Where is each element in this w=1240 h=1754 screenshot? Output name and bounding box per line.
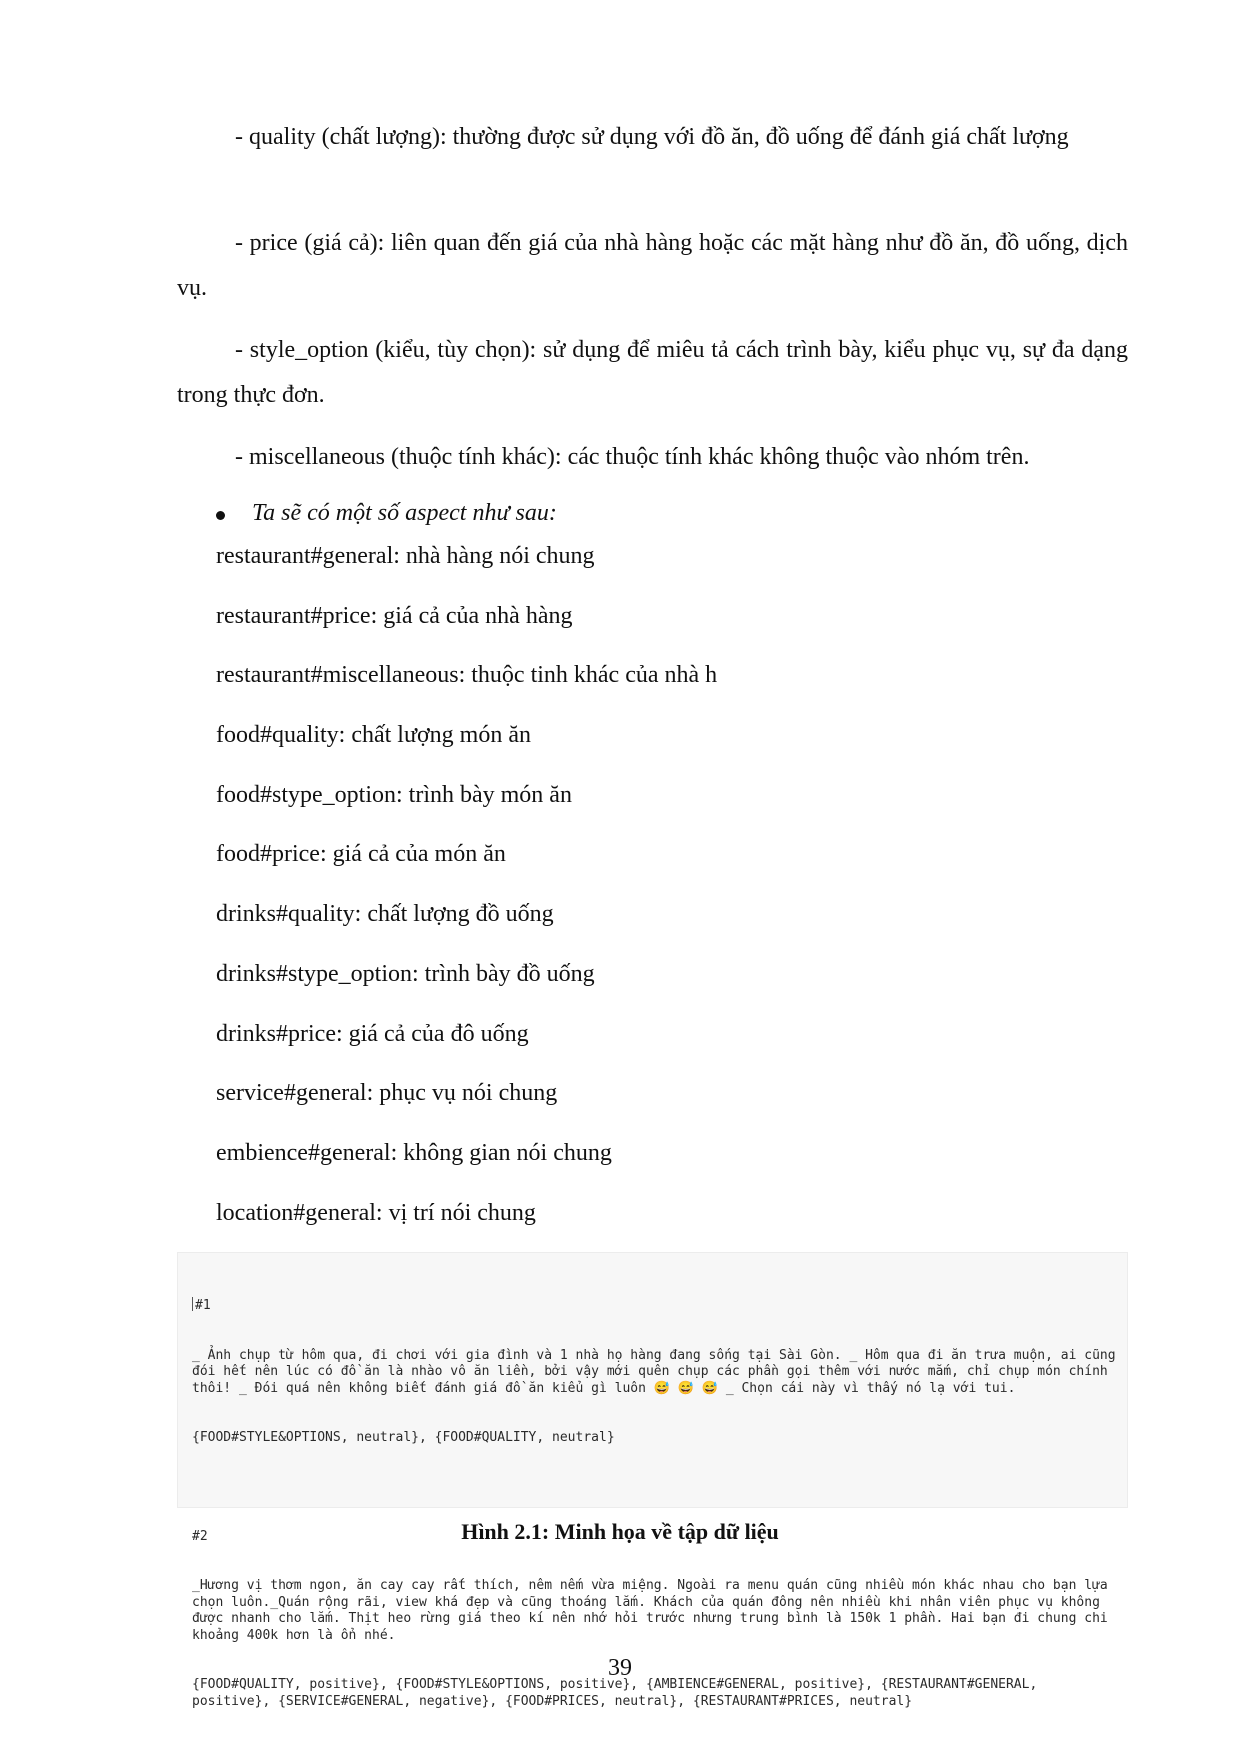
aspect-item: drinks#stype_option: trình bày đồ uống — [216, 960, 595, 987]
sample-2-id: #2 — [192, 1528, 208, 1544]
aspect-item: food#price: giá cả của món ăn — [216, 841, 506, 868]
aspect-item: restaurant#miscellaneous: thuộc tinh khác của nhà h — [216, 662, 718, 689]
paragraph-style-option: - style_option (kiểu, tùy chọn): sử dụng để miêu tả cách trình bày, kiểu phục vụ, sự đa dạng trong thực đơn. — [177, 337, 1128, 408]
sample-2-text: _Hương vị thơm ngon, ăn cay cay rất thích, nêm nếm vừa miệng. Ngoài ra menu quán cũng nhiều món khác nhau cho bạn lựa chọn luôn._Quán rộng rãi, view khá đẹp và cũng thoáng lắm. Khách của quán đông nên nhiều khi nhân viên phục vụ không được nhanh cho lắm. Thịt heo rừng giá theo kí nên nhớ hỏi trước nhưng trung bình là 150k 1 phần. Hai bạn đi chung chi khoảng 400k hơn là ổn nhé. — [192, 1578, 1116, 1643]
text-cursor — [192, 1297, 193, 1311]
bullet-dot-icon — [216, 511, 225, 520]
sample-1-id: #1 — [195, 1298, 211, 1313]
aspect-list — [216, 541, 717, 1257]
aspect-item: restaurant#general: nhà hàng nói chung — [216, 543, 595, 569]
aspect-item: service#general: phục vụ nói chung — [216, 1080, 558, 1107]
paragraph-price: - price (giá cả): liên quan đến giá của nhà hàng hoặc các mặt hàng như đồ ăn, đồ uống, dịch vụ. — [177, 230, 1128, 301]
paragraph-quality: - quality (chất lượng): thường được sử dụng với đồ ăn, đồ uống để đánh giá chất lượng — [235, 124, 1069, 150]
sample-1-text: _ Ảnh chụp từ hôm qua, đi chơi với gia đình và 1 nhà họ hàng đang sống tại Sài Gòn. _ Hôm qua đi ăn trưa muộn, ai cũng đói hết nên lúc có đồ ăn là nhào vô ăn liền, bởi vậy mới quên chụp các phần gọi thêm với nước mắm, chỉ chụp món chính thôi! _ Đói quá nên không biết đánh giá đồ ăn kiểu gì luôn 😅 😅 😅 _ Chọn cái này vì thấy nó lạ với tui. — [192, 1347, 1124, 1396]
sample-separator — [192, 1480, 1117, 1496]
aspect-item: drinks#price: giá cả của đô uống — [216, 1020, 529, 1047]
aspect-item: location#general: vị trí nói chung — [216, 1199, 536, 1226]
aspect-item: food#quality: chất lượng món ăn — [216, 722, 531, 749]
sample-1-id-line — [192, 1297, 1117, 1315]
paragraph-miscellaneous: - miscellaneous (thuộc tính khác): các thuộc tính khác không thuộc vào nhóm trên. — [235, 444, 1030, 470]
sample-2-labels: {FOOD#QUALITY, positive}, {FOOD#STYLE&OPTIONS, positive}, {AMBIENCE#GENERAL, positive}, {RESTAURANT#GENERAL, positive}, {SERVICE#GENERAL, negative}, {FOOD#PRICES, neutral}, {RESTAURANT#PRICES, neutral} — [192, 1677, 1046, 1709]
sample-1-labels: {FOOD#STYLE&OPTIONS, neutral}, {FOOD#QUALITY, neutral} — [192, 1430, 615, 1445]
aspect-item: embience#general: không gian nói chung — [216, 1139, 612, 1166]
aspect-item: restaurant#price: giá cả của nhà hàng — [216, 602, 573, 629]
bullet-heading: Ta sẽ có một số aspect như sau: — [252, 500, 557, 526]
figure-caption: Hình 2.1: Minh họa về tập dữ liệu — [461, 1519, 779, 1544]
aspect-item: drinks#quality: chất lượng đồ uống — [216, 901, 554, 928]
aspect-item: food#stype_option: trình bày món ăn — [216, 781, 572, 808]
page-number: 39 — [608, 1655, 632, 1681]
